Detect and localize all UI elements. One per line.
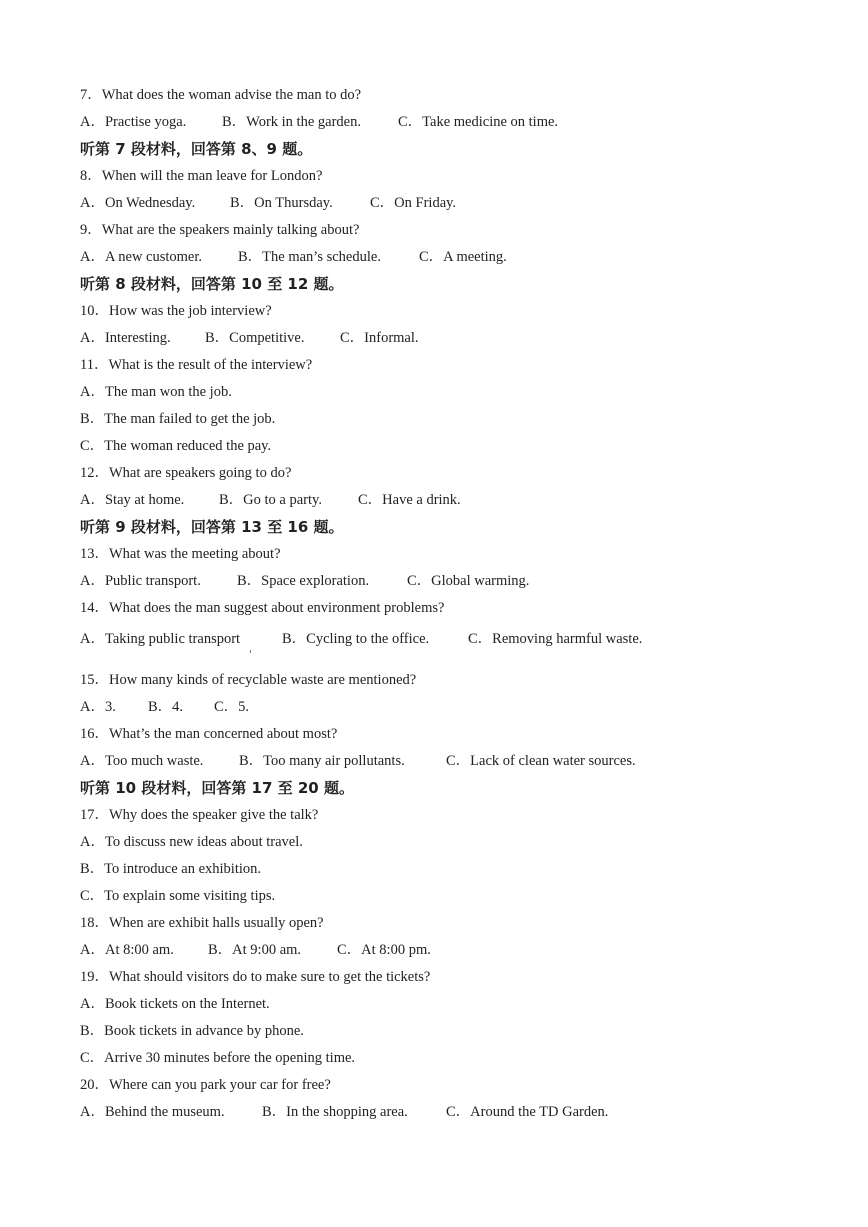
q8-option-a: A．On Wednesday. — [80, 195, 196, 211]
q10-option-a: A．Interesting. — [80, 330, 171, 346]
q18-option-c: C．At 8:00 pm. — [337, 942, 431, 958]
q17-option-c: C．To explain some visiting tips. — [80, 888, 276, 904]
section-heading-9: 听第 9 段材料，回答第 13 至 16 题。 — [80, 518, 344, 536]
q14-option-b: B．Cycling to the office. — [282, 631, 430, 647]
q17-option-b: B．To introduce an exhibition. — [80, 861, 262, 877]
q7-option-c: C．Take medicine on time. — [398, 114, 559, 130]
q9-option-a: A．A new customer. — [80, 249, 203, 265]
q14-option-c: C．Removing harmful waste. — [468, 631, 643, 647]
q11-option-c: C．The woman reduced the pay. — [80, 438, 272, 454]
q16-option-c: C．Lack of clean water sources. — [446, 753, 636, 769]
q20-option-a: A．Behind the museum. — [80, 1104, 225, 1120]
q15-option-b: B．4. — [148, 699, 184, 715]
q11-option-b: B．The man failed to get the job. — [80, 411, 276, 427]
q8-option-b: B．On Thursday. — [230, 195, 333, 211]
q16-option-a: A．Too much waste. — [80, 753, 204, 769]
q10-option-b: B．Competitive. — [205, 330, 305, 346]
q8-option-c: C．On Friday. — [370, 195, 457, 211]
q20-option-c: C．Around the TD Garden. — [446, 1104, 609, 1120]
q19-option-c: C．Arrive 30 minutes before the opening time. — [80, 1050, 356, 1066]
q13-option-c: C．Global warming. — [407, 573, 530, 589]
question-16: 16．What’s the man concerned about most? — [80, 726, 338, 742]
question-9: 9．What are the speakers mainly talking about? — [80, 222, 360, 238]
q12-option-a: A．Stay at home. — [80, 492, 185, 508]
question-20: 20．Where can you park your car for free? — [80, 1077, 331, 1093]
q17-option-a: A．To discuss new ideas about travel. — [80, 834, 303, 850]
q19-option-a: A．Book tickets on the Internet. — [80, 996, 270, 1012]
q11-option-a: A．The man won the job. — [80, 384, 232, 400]
question-17: 17．Why does the speaker give the talk? — [80, 807, 319, 823]
q13-option-a: A．Public transport. — [80, 573, 201, 589]
q14-option-a: A．Taking public transport — [80, 631, 241, 647]
question-7: 7．What does the woman advise the man to do? — [80, 87, 362, 103]
q13-option-b: B．Space exploration. — [237, 573, 370, 589]
q7-option-a: A．Practise yoga. — [80, 114, 187, 130]
question-13: 13．What was the meeting about? — [80, 546, 281, 562]
q12-option-c: C．Have a drink. — [358, 492, 461, 508]
q18-option-a: A．At 8:00 am. — [80, 942, 174, 958]
q16-option-b: B．Too many air pollutants. — [239, 753, 405, 769]
q19-option-b: B．Book tickets in advance by phone. — [80, 1023, 304, 1039]
question-18: 18．When are exhibit halls usually open? — [80, 915, 324, 931]
question-12: 12．What are speakers going to do? — [80, 465, 292, 481]
q10-option-c: C．Informal. — [340, 330, 419, 346]
question-15: 15．How many kinds of recyclable waste are mentioned? — [80, 672, 417, 688]
q12-option-b: B．Go to a party. — [219, 492, 322, 508]
section-heading-8: 听第 8 段材料，回答第 10 至 12 题。 — [80, 275, 344, 293]
section-heading-10: 听第 10 段材料，回答第 17 至 20 题。 — [80, 779, 354, 797]
question-10: 10．How was the job interview? — [80, 303, 272, 319]
q15-option-a: A．3. — [80, 699, 116, 715]
q18-option-b: B．At 9:00 am. — [208, 942, 302, 958]
section-heading-7: 听第 7 段材料，回答第 8、9 题。 — [80, 140, 313, 158]
question-14: 14．What does the man suggest about environment problems? — [80, 600, 445, 616]
stray-mark — [250, 650, 251, 653]
q9-option-c: C．A meeting. — [419, 249, 507, 265]
q15-option-c: C．5. — [214, 699, 250, 715]
question-8: 8．When will the man leave for London? — [80, 168, 323, 184]
question-11: 11．What is the result of the interview? — [80, 357, 313, 373]
question-19: 19．What should visitors do to make sure to get the tickets? — [80, 969, 431, 985]
q20-option-b: B．In the shopping area. — [262, 1104, 408, 1120]
q7-option-b: B．Work in the garden. — [222, 114, 361, 130]
q9-option-b: B．The man’s schedule. — [238, 249, 381, 265]
